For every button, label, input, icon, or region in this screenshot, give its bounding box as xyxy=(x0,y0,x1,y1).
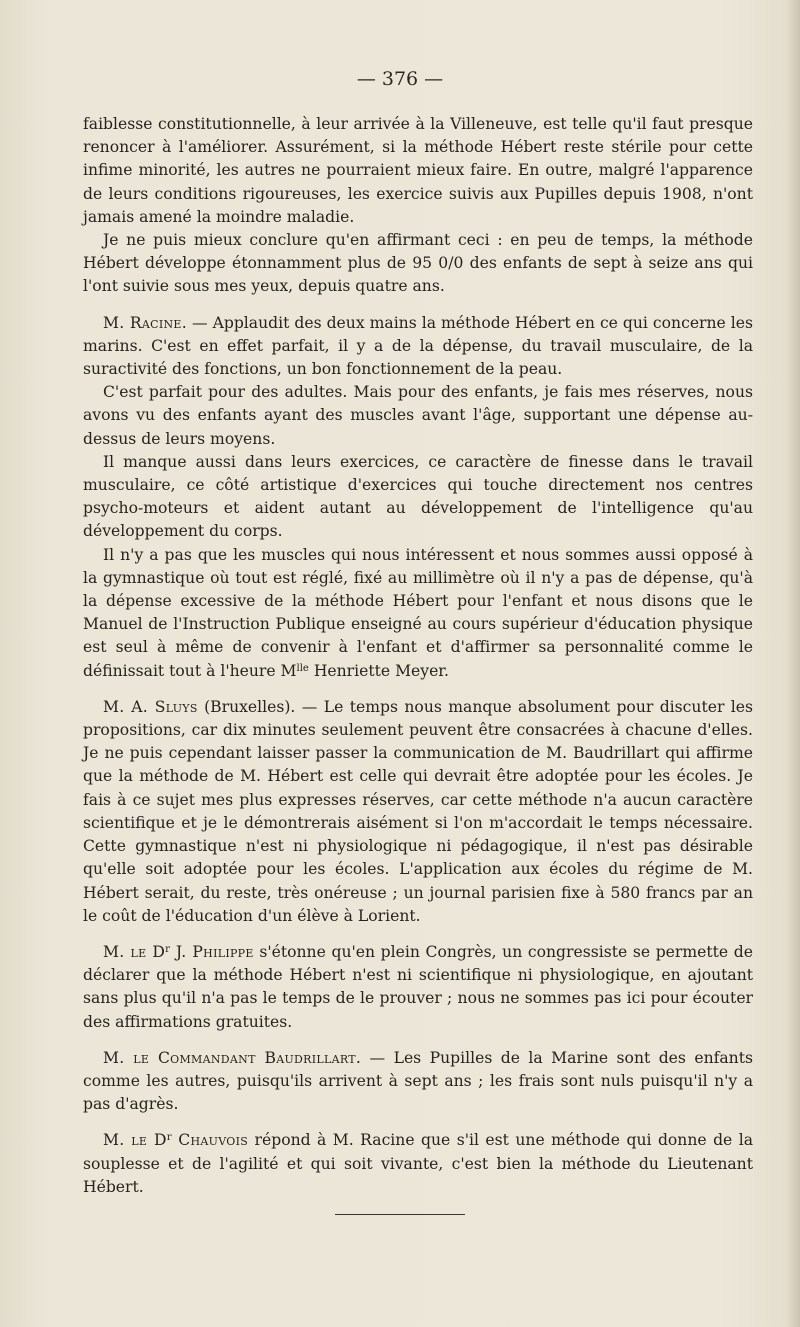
body-text xyxy=(83,113,753,1199)
speaker-racine: M. Racine. xyxy=(103,313,187,332)
paragraph-1: faiblesse constitutionnelle, à leur arrivée à la Villeneuve, est telle qu'il faut presque renoncer à l'améliorer. Assurément, si la méthode Hébert reste stérile pour cette infime minorité, les autres ne pourraient mieux faire. En outre, malgré l'apparence de leurs conditions rigoureuses, les exercice suivis aux Pupilles depuis 1908, n'ont jamais amené la moindre maladie. xyxy=(83,115,753,226)
page-number: — 376 — xyxy=(356,68,444,90)
statement-baudrillart: — Les Pupilles de la Marine sont des enfants comme les autres, puisqu'ils arrivent à sept ans ; les frais sont nuls puisqu'il n'y a pas d'agrès. xyxy=(83,1048,753,1114)
statement-chauvois: répond à M. Racine que s'il est une méthode qui donne de la souplesse et de l'agilité et qui soit vivante, c'est bien la méthode du Lieutenant Hébert. xyxy=(83,1131,754,1196)
speaker-sluys: M. A. Sluys xyxy=(103,697,198,716)
paragraph-2: Je ne puis mieux conclure qu'en affirmant ceci : en peu de temps, la méthode Hébert développe étonnamment plus de 95 0/0 des enfants de sept à seize ans qui l'ont suivie sous mes yeux, depuis quatre ans. xyxy=(83,231,753,296)
paragraph-6 xyxy=(83,544,753,683)
page-edge-shadow xyxy=(786,0,800,1327)
statement-racine: — Applaudit des deux mains la méthode Hébert en ce qui concerne les marins. C'est en effet parfait, il y a de la dépense, du travail musculaire, de la suractivité des fonctions, un bon fonctionnement de la peau. xyxy=(83,313,753,379)
paragraph-philippe xyxy=(83,941,753,1034)
speaker-chauvois-a: M. le D xyxy=(103,1131,167,1150)
closing-rule xyxy=(335,1214,465,1215)
speaker-chauvois-b: Chauvois xyxy=(171,1131,249,1150)
speaker-philippe-sup: r xyxy=(165,943,170,955)
statement-philippe: s'étonne qu'en plein Congrès, un congressiste se permette de déclarer que la méthode Hébert n'est ni scientifique ni physiologique, en ajoutant sans plus qu'il n'a pas le temps de le prouver ; nous ne sommes pas ici pour écouter des affirmations gratuites. xyxy=(83,942,753,1031)
speaker-chauvois-sup: r xyxy=(166,1132,172,1144)
paragraph-racine xyxy=(83,312,753,382)
paragraph-6-sup: lle xyxy=(296,662,309,674)
paragraph-5: Il manque aussi dans leurs exercices, ce caractère de finesse dans le travail musculaire, ce côté artistique d'exercices qui touche directement nos centres psycho-moteurs et aident autant au développement de l'intelligence qu'au développement du corps. xyxy=(83,452,753,541)
speaker-baudrillart: M. le Commandant Baudrillart. xyxy=(103,1048,362,1067)
speaker-philippe-a: M. le D xyxy=(103,942,166,961)
speaker-philippe-b: J. Philippe xyxy=(169,942,254,961)
paragraph-6-tail: Henriette Meyer. xyxy=(308,661,450,680)
paragraph-chauvois xyxy=(83,1129,753,1199)
paragraph-baudrillart xyxy=(83,1047,753,1117)
paragraph-6-text: Il n'y a pas que les muscles qui nous intéressent et nous sommes aussi opposé à la gymnastique où tout est réglé, fixé au millimètre où il n'y a pas de dépense, qu'à la dépense excessive de la méthode Hébert pour l'enfant et nous disons que le Manuel de l'Instruction Publique enseigné au cours supérieur d'éducation physique est seul à même de convenir à l'enfant et d'affirmer sa personnalité comme le définissait tout à l'heure M xyxy=(83,545,753,680)
paragraph-sluys xyxy=(83,696,753,928)
paragraph-4: C'est parfait pour des adultes. Mais pour des enfants, je fais mes réserves, nous avons vu des enfants ayant des muscles avant l'âge, supportant une dépense au-dessus de leurs moyens. xyxy=(83,383,753,448)
statement-sluys: (Bruxelles). — Le temps nous manque absolument pour discuter les propositions, car dix minutes seulement peuvent être consacrées à chacune d'elles. Je ne puis cependant laisser passer la communication de M. Baudrillart qui affirme que la méthode de M. Hébert est celle qui devrait être adoptée pour les écoles. Je fais à ce sujet mes plus expresses réserves, car cette méthode n'a aucun caractère scientifique et je le démontrerais aisément si l'on m'accordait le temps nécessaire. Cette gymnastique n'est ni physiologique ni pédagogique, il n'est pas désirable qu'elle soit adoptée pour les écoles. L'application aux écoles du régime de M. Hébert serait, du reste, très onéreuse ; un journal parisien fixe à 580 francs par an le coût de l'éducation d'un élève à Lorient. xyxy=(83,697,754,925)
